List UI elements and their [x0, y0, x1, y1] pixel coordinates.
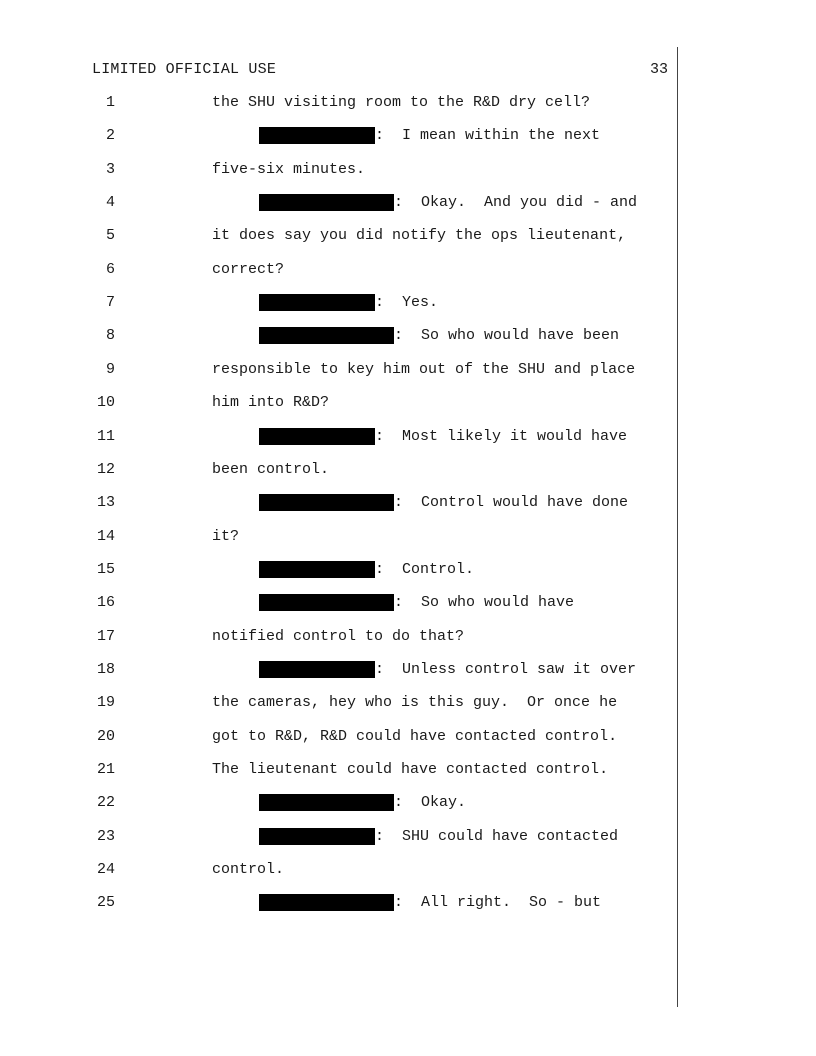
line-text: : Control.: [375, 560, 475, 578]
transcript-line: [0, 792, 816, 814]
line-text: notified control to do that?: [212, 627, 465, 645]
transcript-line: [0, 92, 816, 114]
line-text: the cameras, hey who is this guy. Or once he: [212, 694, 618, 712]
transcript-line: [0, 159, 816, 181]
speaker-redaction-bar: [259, 594, 394, 611]
transcript-line: [0, 192, 816, 214]
line-number: 25: [96, 894, 115, 912]
transcript-line: [0, 826, 816, 848]
speaker-redaction-bar: [259, 294, 375, 311]
line-number: 24: [96, 861, 115, 879]
line-number: 8: [105, 327, 115, 345]
line-number: 1: [105, 94, 115, 111]
speaker-redaction-bar: [259, 494, 394, 511]
transcript-line: [0, 426, 816, 448]
transcript-line: [0, 592, 816, 614]
speaker-redaction-bar: [259, 828, 375, 845]
line-number: 15: [96, 560, 115, 578]
transcript-line: [0, 526, 816, 548]
line-text: : Yes.: [375, 294, 439, 312]
transcript-line: [0, 392, 816, 414]
speaker-redaction-bar: [259, 661, 375, 678]
line-text: the SHU visiting room to the R&D dry cell?: [212, 94, 591, 111]
line-number: 7: [105, 294, 115, 312]
line-number: 2: [105, 127, 115, 145]
line-text: : Okay.: [394, 794, 467, 812]
transcript-line: [0, 492, 816, 514]
line-number: 12: [96, 460, 115, 478]
line-number: 16: [96, 594, 115, 612]
line-number: 3: [105, 160, 115, 178]
line-text: The lieutenant could have contacted control.: [212, 761, 609, 778]
speaker-redaction-bar: [259, 194, 394, 211]
transcript-line: [0, 225, 816, 247]
transcript-line: [0, 359, 816, 381]
transcript-line: [0, 892, 816, 914]
line-number: 10: [96, 394, 115, 412]
page-number: 33: [649, 61, 668, 78]
classification-header: LIMITED OFFICIAL USE: [92, 61, 277, 78]
line-text: : Most likely it would have: [375, 427, 628, 445]
line-number: 9: [105, 360, 115, 378]
line-number: 6: [105, 260, 115, 278]
transcript-line: [0, 692, 816, 714]
line-text: : Okay. And you did - and: [394, 194, 638, 212]
transcript-line: [0, 626, 816, 648]
line-text: : So who would have been: [394, 327, 620, 345]
line-number: 11: [96, 427, 115, 445]
line-number: 5: [105, 227, 115, 245]
line-text: : All right. So - but: [394, 894, 602, 912]
line-text: : I mean within the next: [375, 127, 601, 145]
speaker-redaction-bar: [259, 894, 394, 911]
line-number: 20: [96, 727, 115, 745]
line-text: it does say you did notify the ops lieutenant,: [212, 227, 627, 245]
line-text: : Unless control saw it over: [375, 660, 637, 678]
transcript-line: [0, 259, 816, 281]
transcript-line: [0, 125, 816, 147]
speaker-redaction-bar: [259, 561, 375, 578]
transcript-line: [0, 292, 816, 314]
transcript-line: [0, 659, 816, 681]
speaker-redaction-bar: [259, 327, 394, 344]
line-text: it?: [212, 527, 240, 545]
line-text: correct?: [212, 260, 285, 278]
line-text: got to R&D, R&D could have contacted control.: [212, 727, 618, 745]
line-number: 4: [105, 194, 115, 212]
line-text: : SHU could have contacted: [375, 827, 619, 845]
line-number: 23: [96, 827, 115, 845]
transcript-line: [0, 459, 816, 481]
transcript-line: [0, 325, 816, 347]
line-text: five-six minutes.: [212, 160, 366, 178]
line-text: : Control would have done: [394, 494, 629, 512]
line-number: 18: [96, 660, 115, 678]
transcript-line: [0, 559, 816, 581]
line-text: control.: [212, 861, 285, 879]
speaker-redaction-bar: [259, 127, 375, 144]
line-number: 17: [96, 627, 115, 645]
transcript-line: [0, 726, 816, 748]
line-text: been control.: [212, 460, 330, 478]
line-number: 21: [96, 761, 115, 778]
line-text: him into R&D?: [212, 394, 330, 412]
transcript-line: [0, 759, 816, 781]
speaker-redaction-bar: [259, 794, 394, 811]
speaker-redaction-bar: [259, 428, 375, 445]
line-text: : So who would have: [394, 594, 575, 612]
line-number: 19: [96, 694, 115, 712]
line-number: 22: [96, 794, 115, 812]
line-number: 14: [96, 527, 115, 545]
line-number: 13: [96, 494, 115, 512]
transcript-line: [0, 859, 816, 881]
line-text: responsible to key him out of the SHU and place: [212, 360, 636, 378]
